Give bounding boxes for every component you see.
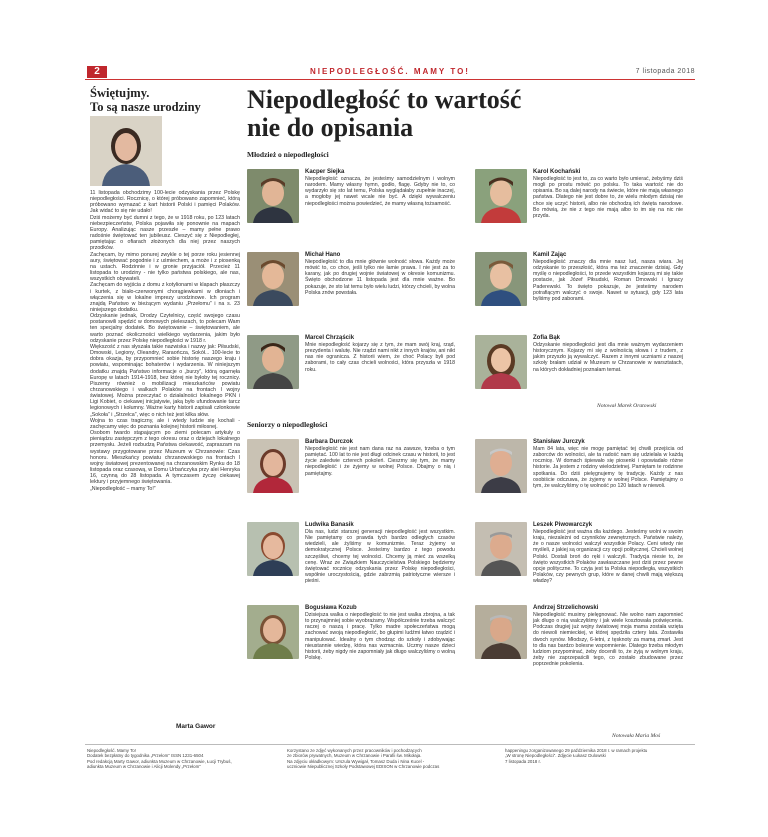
editorial-text xyxy=(90,190,240,492)
portrait-photo xyxy=(247,605,299,659)
imprint-column-1 xyxy=(87,748,277,769)
imprint-line: happeningu zorganizowanego 29 października 2018 r. w ramach projektu xyxy=(505,748,648,753)
portrait-photo xyxy=(475,439,527,493)
portrait-photo xyxy=(475,522,527,576)
person-quote: Niepodległość znaczy dla mnie nasz lud, nasza wiara. Jej odzyskanie to przeszłość, która ma też znaczenie dzisiaj. Gdy myślę o niepodległości, to przede wszystkim kojarzą mi się takie postacie, jak Józef Piłsudski, Roman Dmowski i Ignacy Paderewski. To święto pokazuje, że jesteśmy narodem potrafiącym walczyć o swoje. Nawet w sytuacji, gdy 123 lata byliśmy pod zaborami. xyxy=(533,259,683,302)
person-quote: Mnie niepodległość kojarzy się z tym, że mam swój kraj, rząd, prezydenta i walutę. Nie rządzi nami nikt z innych krajów, ani nikt nas nie ogranicza. Z historii wiem, że choć Polacy byli pod zaborami, to cały czas chcieli wolności, która przyszła w 1918 roku. xyxy=(305,342,455,373)
youth-author-note: Notował Marek Oratowski xyxy=(597,403,657,409)
imprint-line: Dodatek bezpłatny do tygodnika „Przełom” ISSN 1231-6504 xyxy=(87,753,204,759)
person-name: Marcel Chrząścik xyxy=(305,335,355,341)
header-title: NIEPODLEGŁOŚĆ. MAMY TO! xyxy=(310,67,470,76)
person-name: Ludwika Banasik xyxy=(305,522,354,528)
portrait-photo xyxy=(247,522,299,576)
editorial-paragraph: Wojna to czas tragiczny, ale i wtedy ludzie się kochali - zachęcamy więc do poznania kolejnej historii miłosnej. xyxy=(90,417,240,430)
person-quote: Niepodległość jest ważna dla każdego. Jesteśmy wolni w swoim kraju, niezależni od czynników zewnętrznych. Państwie należy, że o nasze wolności walczył wszystkie Polacy. Ceni wtedy nie myśleli, z jakiej są organizacji czy opcji politycznej. Chcieli wolnej Polski. Dostali broń do ręki i walczyli. Tradycja niesie to, że święto wszystkich Polaków zawłaszczane jest dziś przez pewne opcje polityczne. To czyja jest ta Polska niepodległa, wszystkich Polaków, czy pewnych grup, które w danej chwili mają większą władzę? xyxy=(533,529,683,585)
editorial-title xyxy=(90,86,240,114)
person-quote: Niepodległość oznacza, że jesteśmy samodzielnym i wolnym narodem. Mamy własny hymn, godło, flagę. Gdyby nie to, co wydarzyło się sto lat temu, Polska wyglądałaby zupełnie inaczej, a mogłoby jej nawet wcale nie być. A dzięki wywalczeniu niepodległości można powiedzieć, że mamy własną tożsamość. xyxy=(305,176,455,207)
imprint-line: adiunkta Muzeum w Chrzanowie i Alicji Molendy „Przełom” xyxy=(87,763,201,769)
person-name: Karol Kochański xyxy=(533,169,581,175)
editorial-title-line1: Świętujmy. xyxy=(90,86,150,100)
page-number: 2 xyxy=(87,66,107,78)
editorial-paragraph: Większość z nas słyszała takie nazwiska i nazwy jak: Piłsudski, Dmowski, Legiony, Oleandry, Raraończa, Sokół... 100-lecie to dobra okazja, by przypomnieć sobie historię naszego kraju i powiatu, wspominając bohaterów i wydarzenia. W niniejszym dodatku znajdą Państwo informacje o „burzy”, którą ogarnęła Europę w latach 1914-1918, bez której nie byłoby tej rocznicy. Piszemy również o mobilizacji mieszkańców powiatu chrzanowskiego i walkach Polaków na frontach I wojny światowej. Można przeczytać o działalności lokalnego PKN i Ligi Kobiet, o ciekawej inicjatywie, jaką było ufundowanie tarcz legionowych i kołumny. Ważne karty historii zapisali członkowie „Sokoła” i „Strzelca”, więc o nich też jest kilka słów. xyxy=(90,343,240,418)
editorial-title-line2: To są nasze urodziny xyxy=(90,100,201,114)
author-photo xyxy=(90,116,162,186)
portrait-photo xyxy=(247,335,299,389)
person-quote: Niepodległość nie jest nam dana raz na zawsze, trzeba o tym pamiętać. 100 lat to nie jest długi odcinek czasu w historii, to jest życie zaledwie czterech pokoleń. Cieszmy się tym, że mamy niepodległość i że żyjemy w wolnej Polsce. Dbajmy o nią i pamiętajmy. xyxy=(305,446,455,477)
imprint-line: Korzystano ze zdjęć wykonanych przez pracowników i pochodzących xyxy=(287,748,422,753)
editorial-signature: Marta Gawor xyxy=(176,723,216,730)
person-name: Bogusława Kozub xyxy=(305,605,357,611)
person-quote: Niepodległość to jest to, za co warto było umierać, żebyśmy dziś mogli po prostu mówić po polsku. To taka wartość nie do opisania. Bo są dalej narody na świecie, które nie mają własnego państwa. Dlatego nie jest dobre to, że wielu młodym dzisiaj nie chce się uczyć historii, albo nie obchodzą ich święta narodowe. Bo mówią, że nie z tego nie mają albo to im się na nic nie przyda. xyxy=(533,176,683,219)
imprint-line: „W stronę Niepodległości”. Zdjęcie Łukasz Dulowski xyxy=(505,753,606,759)
person-name: Barbara Durczok xyxy=(305,439,354,445)
person-quote: Niepodległość musimy pielęgnować. Nie wolno nam zapomnieć jak długo o nią walczyliśmy i jak wiele kosztowała poświęcenia. Podczas drugiej już wojny światowej moja mama została wzięta do niewoli niemieckiej, w której spędziła cztery lata. Zostawiła dwoch synów. Młodszy, 6-letni, z tęsknoty za mamą zmarł. Jest to dla nas bardzo bolesne wspomnienie. Dlatego trzeba młodym ludziom przypominać, żeby docenili to, że żyją w wolnym kraju, żeby nie zaprzepaścili tego, co zostało zbudowane przez poprzednie pokolenia. xyxy=(533,612,683,668)
imprint-line: Na zdjęciu okładkowym: Urszula Wywigał, Tomasz Duda i Nina Kucel - xyxy=(287,758,425,764)
person-name: Kacper Siejka xyxy=(305,169,345,175)
imprint-line: Niepodległość. Mamy To! xyxy=(87,748,136,753)
youth-heading: Młodzież o niepodległości xyxy=(247,150,329,159)
imprint-line: 7 listopada 2018 r. xyxy=(505,758,541,764)
person-quote: Dzisiejsza walka o niepodległość to nie jest walka zbrojna, a tak to przynajmniej sobie wyobrażamy. Współcześnie trzeba walczyć raczej o naszą i pracę. Tylko madre społeczeństwa mogą zachować swoją niepodległość, bo głupimi ludźmi łatwo rządzić i manipulować. Idealny o tym chodząc do szkoły i zdobywając nieustannie wiedzę, która nas wzmacnia. Uczmy nasze dzieci historii, żeby nigdy nie zapomniały jak długo walczyliśmy o wolną Polskę. xyxy=(305,612,455,662)
person-name: Stanisław Jurczyk xyxy=(533,439,585,445)
header-date: 7 listopada 2018 xyxy=(635,68,695,75)
seniors-heading: Seniorzy o niepodległości xyxy=(247,420,328,429)
portrait-photo xyxy=(475,252,527,306)
imprint-line: Pod redakcją Marty Gawor, adiunkta Muzeum w Chrzanowie, Łucji Trybuś, xyxy=(87,758,232,764)
portrait-photo xyxy=(475,169,527,223)
person-name: Andrzej Strzelichowski xyxy=(533,605,599,611)
imprint-column-2 xyxy=(287,748,497,769)
headline-line2: nie do opisania xyxy=(247,113,414,142)
headline xyxy=(247,86,695,142)
imprint-line: uczniowie Niepublicznej Szkoły Podstawowej EDISON w Chrzanowie podczas xyxy=(287,763,440,769)
headline-line1: Niepodległość to wartość xyxy=(247,85,522,114)
person-quote: Niepodległość to dla mnie głównie wolność słowa. Każdy może mówić to, co chce, jeśli tylko nie łamie prawa. I nie jest za to karany, jak po drugiej wojnie światowej w okresie komunizmu. Święto obchodzone 11 listopada jest dla mnie ważne. Bo pokazuje, że sto lat temu było wielu ludzi, którzy chcieli, by wolna Polska znów powstała. xyxy=(305,259,455,296)
editorial-paragraph: Osobom twardo stąpającym po ziemi polecam artykuły o pieniądzu zastępczym z tego okresu oraz o dziejach lokalnego przemysłu. Jeżeli rozbudzą Państwa ciekawość, zapraszam na wystawy przygotowane przez Muzeum w Chrzanowie: Czas honoru. Mieszkańcy powiatu chrzanowskiego na frontach I wojny światowej prezentowanej na chrzanowskim Rynku do 18 listopada oraz czasową, w Domu Urbańczyka przy alei Henryka 16, czynną do 28 listopada. A tymczasem życzę ciekawej lektury i przyjemnego świętowania. xyxy=(90,430,240,486)
imprint-footer xyxy=(85,744,695,772)
person-quote: Odzyskanie niepodległości jest dla mnie ważnym wydarzeniem historycznym. Kojarzy mi się z wolnością słowa i z trudem, z jakim przyszło ją wywalczyć. Razem z innymi uczniami z naszej szkoły brałam udział w Muzeum w Chrzanowie w warsztatach, na których dokładniej poznałam temat. xyxy=(533,342,683,373)
person-quote: Mam 84 lata, więc nie mogę pamiętać tej chwili przejścia od zaborców do wolności, ale ta radość nam się udzielała w każdą rocznicę. W domach śpiewało się piosenki i opowiadało różne historie. Ja jestem z rodziny wielodzietnej. Pamiętam te rodzinne spotkania. Do dziś pielęgnujemy tę tradycję. Każdy z nas osobiście odczuwa, że żyjemy w wolnej Polsce. Pamiętajmy o tym, że walczyliśmy o tę wolność po 120 latach w niewoli. xyxy=(533,446,683,489)
person-name: Zofia Bąk xyxy=(533,335,561,341)
portrait-photo xyxy=(475,605,527,659)
editorial-paragraph: 11 listopada obchodzimy 100-lecie odzyskania przez Polskę niepodległości. Rocznicę, o której próbowano zapomnieć, którą próbowano wymazać z kart historii Polski i pamięci Polaków. Jak widać to się nie udało! xyxy=(90,190,240,215)
person-name: Leszek Piwowarczyk xyxy=(533,522,593,528)
portrait-photo xyxy=(247,169,299,223)
portrait-photo xyxy=(475,335,527,389)
newspaper-page xyxy=(85,66,695,772)
seniors-author-note: Notowała Maria Moś xyxy=(612,733,661,739)
portrait-photo xyxy=(247,252,299,306)
editorial-paragraph: „Niepodległość – mamy To!” xyxy=(90,485,156,492)
person-name: Michał Hano xyxy=(305,252,341,258)
page-header xyxy=(85,66,695,80)
editorial-column xyxy=(90,86,240,730)
imprint-line: ze zbiorów prywatnych, Muzeum w Chrzanowie i Parafii św. Mikołaja. xyxy=(287,753,422,759)
main-article xyxy=(247,85,695,739)
imprint-column-3 xyxy=(505,748,693,764)
person-quote: Dla nas, ludzi starszej generacji niepodległość jest wszystkim. Nie pamiętamy co prawda tych bardzo odległych czasów wiedzieli, ale żyliśmy w komunizmie. Teraz żyjemy w demokratycznej Polsce. Jesteśmy bardzo z tego powodu szczęśliwi, chcemy tej wolności. Chcemy ją mieć za wszelką cenę. Wraz ze Związkiem Nauczycielstwa Polskiego będziemy świętować rocznicę odzyskania przez Polskę niepodległości, współnie uroczystością, gdzie zabrzmią patriotyczne wiersze i pieśni. xyxy=(305,529,455,585)
editorial-paragraph: Zachęcam, by mimo ponurej zwykle o tej porze roku jesiennej aury, świętować pogodnie i z uśmiechem, a może i z piosenką na ustach. Rodzinnie i w gronie przyjaciół. Przecież 11 listopada to urodziny - nie tylko państwa polskiego, ale nas, wszystkich obywateli. xyxy=(90,251,240,283)
person-name: Kamil Zając xyxy=(533,252,567,258)
editorial-paragraph: Dziś możemy być dumni z tego, że w 1918 roku, po 123 latach niebezpieczeństw, Polska pojawiła się ponownie na mapach Europy. Analizując nasze przeszłe – mamy pełne prawo radośnie świętować ten jubileusz. Cieszyć się z Niepodległej, pamiętając o ofiarach złożonych dla niej przez naszych przodków. xyxy=(90,214,240,252)
editorial-paragraph: Zachęcam do wyjścia z domu z kotylionami w klapach płaszczy i kurtek, z biało-czerwonymi chorągiewkami w dłoniach i włączenia się w lokalne imprezy urodzinowe. Ich program znajdą Państwo w bieżącym wydaniu „Przełomu” i na s. 23 niniejszego dodatku. xyxy=(90,282,240,313)
editorial-paragraph: Odzyskanie jednak, Drodzy Czytelnicy, część swojego czasu postanowili spędzić w domowych pieleszach, to polecam Wam ten specjalny dodatek. Bo świętowanie – świętowaniem, ale warto poznać okoliczności wielkiego wydarzenia, jakim było odzyskanie przez Polskę niepodległości w 1918 r. xyxy=(90,313,240,344)
portrait-photo xyxy=(247,439,299,493)
